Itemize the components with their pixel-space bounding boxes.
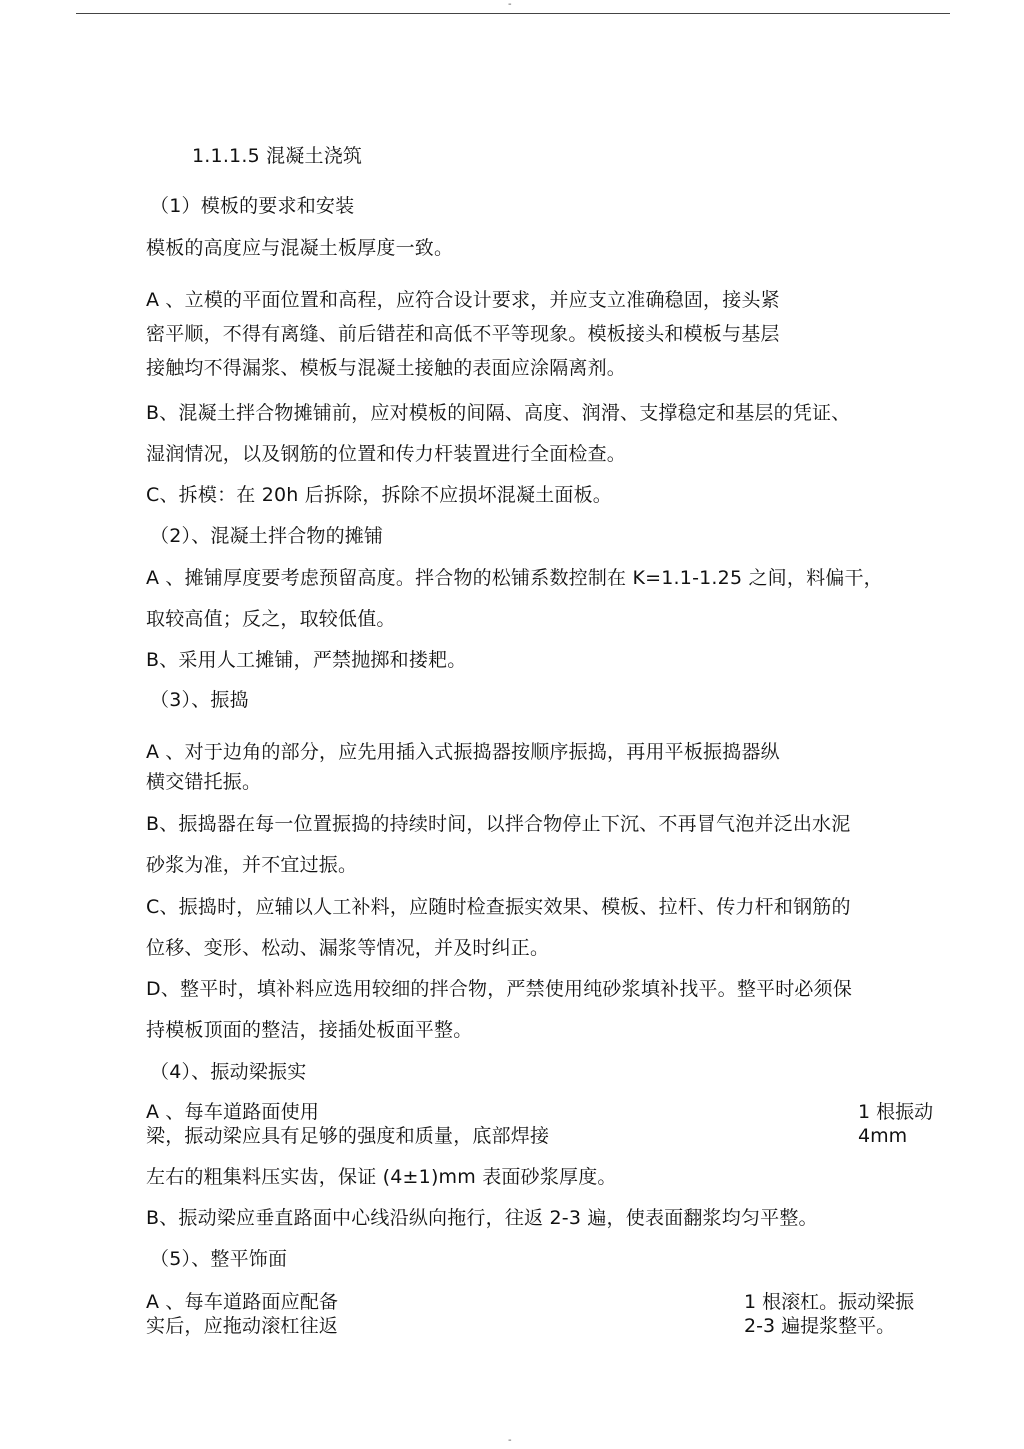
paragraph-line: 位移、变形、松动、漏浆等情况，并及时纠正。 (146, 937, 550, 959)
paragraph-line-right: 4mm (858, 1125, 908, 1147)
page-top-mark: - (508, 0, 512, 10)
header-rule (76, 13, 950, 14)
paragraph-line: 左右的粗集料压实齿，保证 (4±1)mm 表面砂浆厚度。 (146, 1166, 617, 1188)
paragraph-line: 模板的高度应与混凝土板厚度一致。 (146, 237, 454, 259)
paragraph-line: C、拆模：在 20h 后拆除，拆除不应损坏混凝土面板。 (146, 484, 612, 506)
paragraph-line: A 、每车道路面使用 (146, 1101, 320, 1123)
paragraph-line: 湿润情况，以及钢筋的位置和传力杆装置进行全面检查。 (146, 443, 627, 465)
paragraph-line: 梁，振动梁应具有足够的强度和质量，底部焊接 (146, 1125, 550, 1147)
subsection-3-title: （3）、振捣 (150, 689, 249, 711)
paragraph-line-right: 2-3 遍提浆整平。 (744, 1315, 896, 1337)
subsection-4-title: （4）、振动梁振实 (150, 1061, 307, 1083)
paragraph-line: 密平顺，不得有离缝、前后错茬和高低不平等现象。模板接头和模板与基层 (146, 323, 780, 345)
paragraph-line: 横交错托振。 (146, 771, 262, 793)
paragraph-line: B、采用人工摊铺，严禁抛掷和搂耙。 (146, 649, 467, 671)
paragraph-line: C、振捣时，应辅以人工补料，应随时检查振实效果、模板、拉杆、传力杆和钢筋的 (146, 896, 851, 918)
paragraph-line: A 、摊铺厚度要考虑预留高度。拌合物的松铺系数控制在 K=1.1-1.25 之间，料偏干， (146, 567, 883, 589)
paragraph-line: B、混凝土拌合物摊铺前，应对模板的间隔、高度、润滑、支撑稳定和基层的凭证、 (146, 402, 851, 424)
subsection-5-title: （5）、整平饰面 (150, 1248, 288, 1270)
paragraph-line: 砂浆为准，并不宜过振。 (146, 854, 358, 876)
paragraph-line: 持模板顶面的整洁，接插处板面平整。 (146, 1019, 473, 1041)
paragraph-line: B、振捣器在每一位置振捣的持续时间，以拌合物停止下沉、不再冒气泡并泛出水泥 (146, 813, 851, 835)
paragraph-line: 取较高值；反之，取较低值。 (146, 608, 396, 630)
section-heading: 1.1.1.5 混凝土浇筑 (192, 145, 363, 167)
paragraph-line: A 、对于边角的部分，应先用插入式振捣器按顺序振捣，再用平板振捣器纵 (146, 741, 780, 763)
paragraph-line: D、整平时，填补料应选用较细的拌合物，严禁使用纯砂浆填补找平。整平时必须保 (146, 978, 853, 1000)
paragraph-line: 实后，应拖动滚杠往返 (146, 1315, 339, 1337)
paragraph-line: B、振动梁应垂直路面中心线沿纵向拖行，往返 2-3 遍，使表面翻浆均匀平整。 (146, 1207, 818, 1229)
paragraph-line-right: 1 根滚杠。振动梁振 (744, 1291, 915, 1313)
subsection-2-title: （2）、混凝土拌合物的摊铺 (150, 525, 384, 547)
page-bottom-mark: - (508, 1435, 512, 1446)
paragraph-line: A 、立模的平面位置和高程，应符合设计要求，并应支立准确稳固，接头紧 (146, 289, 780, 311)
paragraph-line: A 、每车道路面应配备 (146, 1291, 339, 1313)
paragraph-line-right: 1 根振动 (858, 1101, 934, 1123)
subsection-1-title: （1）模板的要求和安装 (150, 195, 355, 217)
paragraph-line: 接触均不得漏浆、模板与混凝土接触的表面应涂隔离剂。 (146, 357, 627, 379)
